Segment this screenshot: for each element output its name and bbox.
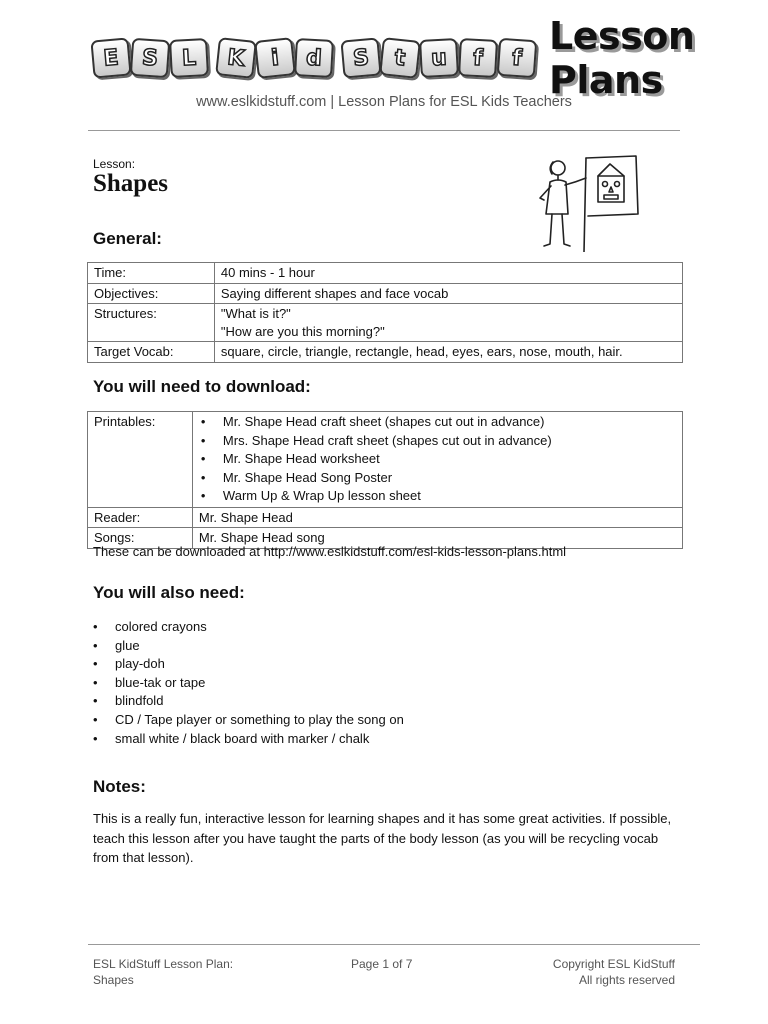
logo-blocks	[92, 33, 537, 83]
footer-left	[93, 956, 233, 988]
table-row	[88, 304, 683, 342]
list-item: • Mr. Shape Head Song Poster	[199, 469, 676, 488]
row-value: Mr. Shape Head	[192, 507, 682, 528]
logo-block: d	[294, 38, 334, 78]
list-item: • Warm Up & Wrap Up lesson sheet	[199, 487, 676, 506]
logo-block: t	[379, 37, 421, 79]
list-item: • CD / Tape player or something to play the song on	[93, 711, 404, 730]
row-label: Printables:	[88, 412, 193, 508]
list-item: • blue-tak or tape	[93, 674, 404, 693]
list-item: • Mr. Shape Head worksheet	[199, 450, 676, 469]
row-value: Saying different shapes and face vocab	[214, 283, 682, 304]
logo-block: f	[458, 38, 498, 78]
lesson-title: Shapes	[93, 170, 169, 197]
logo-block: u	[419, 38, 459, 78]
logo-title: Lesson Plans	[549, 14, 695, 102]
footer-copyright: Copyright ESL KidStuff	[552, 957, 675, 971]
row-label: Time:	[88, 263, 215, 284]
list-item: • Mrs. Shape Head craft sheet (shapes cut out in advance)	[199, 432, 676, 451]
row-value: Mr. Shape Head song	[192, 528, 682, 549]
list-item: • blindfold	[93, 692, 404, 711]
table-row	[88, 342, 683, 363]
table-row	[88, 283, 683, 304]
teacher-illustration	[528, 152, 648, 252]
table-row	[88, 263, 683, 284]
download-table	[87, 411, 683, 549]
logo-block: S	[340, 37, 381, 78]
row-value	[192, 412, 682, 508]
table-row	[88, 507, 683, 528]
list-item: • play-doh	[93, 655, 404, 674]
row-label: Objectives:	[88, 283, 215, 304]
row-label: Reader:	[88, 507, 193, 528]
also-need-heading: You will also need:	[93, 583, 245, 602]
materials-list	[93, 618, 404, 748]
header-divider	[88, 130, 680, 131]
footer-right	[553, 956, 675, 988]
logo-block: K	[215, 37, 257, 79]
list-item: • glue	[93, 637, 404, 656]
structure-line: "What is it?"	[220, 306, 291, 321]
general-table	[87, 262, 683, 363]
notes-heading: Notes:	[93, 777, 146, 796]
row-value: 40 mins - 1 hour	[214, 263, 682, 284]
site-subheader: www.eslkidstuff.com | Lesson Plans for ESL Kids Teachers	[196, 94, 572, 110]
general-heading: General:	[93, 229, 162, 248]
notes-text: This is a really fun, interactive lesson for learning shapes and it has some great activities. If possible, teach this lesson after you have taught the parts of the body lesson (as you will be recycling vocab from that lesson).	[93, 811, 672, 865]
logo-block: i	[254, 37, 296, 79]
list-item: • Mr. Shape Head craft sheet (shapes cut out in advance)	[199, 413, 676, 432]
list-item: • colored crayons	[93, 618, 404, 637]
structure-line: "How are you this morning?"	[220, 323, 385, 339]
download-heading: You will need to download:	[93, 377, 311, 396]
table-row	[88, 412, 683, 508]
list-item: • small white / black board with marker / chalk	[93, 730, 404, 749]
row-label: Structures:	[88, 304, 215, 342]
row-value	[214, 304, 682, 342]
logo-block: f	[497, 38, 538, 79]
download-note: These can be downloaded at http://www.eslkidstuff.com/esl-kids-lesson-plans.html	[93, 544, 567, 559]
lesson-label: Lesson:	[93, 157, 136, 171]
logo-block: L	[169, 38, 209, 78]
row-label: Target Vocab:	[88, 342, 215, 363]
logo-block: E	[90, 37, 131, 78]
row-label: Songs:	[88, 528, 193, 549]
logo-block: S	[130, 38, 171, 79]
printables-list	[199, 413, 676, 506]
footer-plan-title: Shapes	[93, 973, 134, 987]
footer-plan-label: ESL KidStuff Lesson Plan:	[93, 957, 234, 971]
footer-divider	[88, 944, 700, 945]
row-value: square, circle, triangle, rectangle, head, eyes, ears, nose, mouth, hair.	[214, 342, 682, 363]
footer-rights: All rights reserved	[578, 973, 675, 987]
footer-page-number: Page 1 of 7	[351, 957, 413, 971]
